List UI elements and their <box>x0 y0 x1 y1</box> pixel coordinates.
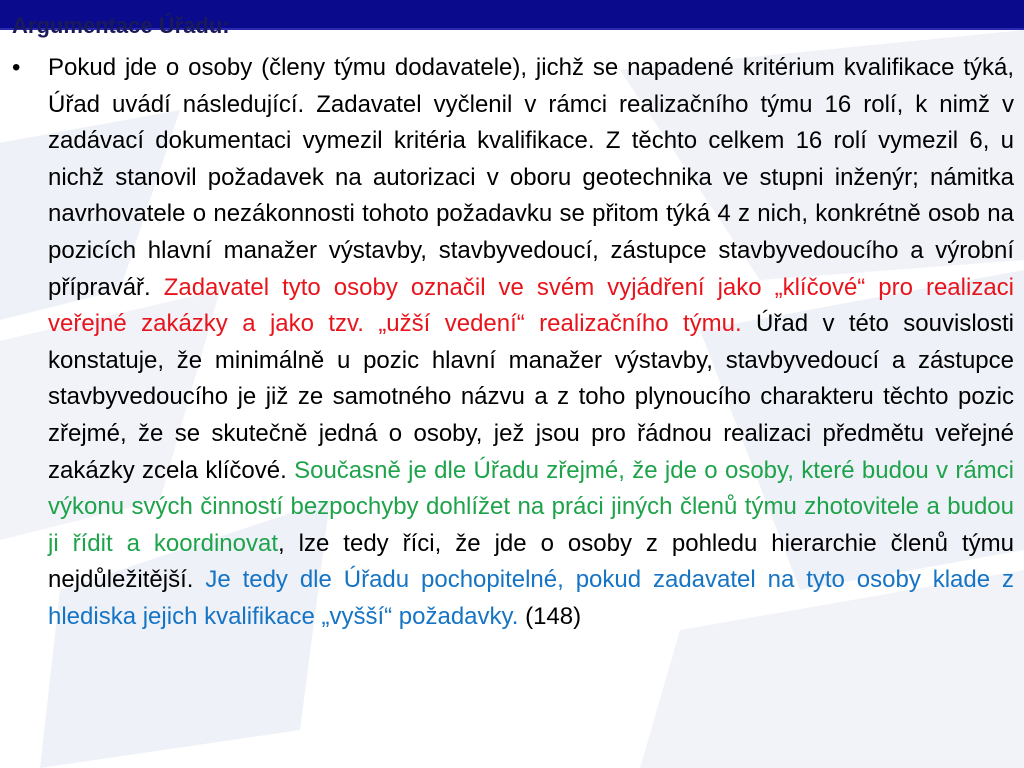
text-segment-office-statement: Úřad v této souvislosti konstatuje, že minimálně u pozic hlavní manažer výstavby, stavbyvedoucí a zástupce stavbyvedoucího je již ze samotného názvu a z toho plynoucího charakteru těchto pozic zřejmé, že se skutečně jedná o osoby, jež jsou pro řádnou realizaci předmětu veřejné zakázky zcela klíčové. <box>48 310 1014 484</box>
bullet-item <box>12 50 1014 636</box>
text-segment-green-highlight: Současně je dle Úřadu zřejmé, že jde o osoby, které budou v rámci výkonu svých činností bezpochyby dohlížet na práci jiných členů týmu zhotovitele a budou ji řídit a koordinovat <box>48 456 1014 557</box>
slide-content <box>12 50 1014 636</box>
slide-title: Argumentace Úřadu: <box>12 13 230 38</box>
text-segment-reference: (148) <box>518 602 582 630</box>
argument-paragraph <box>48 50 1014 636</box>
text-segment-hierarchy: , lze tedy říci, že jde o osoby z pohledu hierarchie členů týmu nejdůležitější. <box>48 529 1014 594</box>
text-segment-red-highlight: Zadavatel tyto osoby označil ve svém vyjádření jako „klíčové“ pro realizaci veřejné zakázky a jako tzv. „užší vedení“ realizačního týmu. <box>48 273 1014 338</box>
text-segment-blue-highlight: Je tedy dle Úřadu pochopitelné, pokud zadavatel na tyto osoby klade z hlediska jejich kvalifikace „vyšší“ požadavky. <box>48 566 1014 630</box>
text-segment-intro: Pokud jde o osoby (členy týmu dodavatele), jichž se napadené kritérium kvalifikace týká, Úřad uvádí následující. Zadavatel vyčlenil v rámci realizačního týmu 16 rolí, k nimž v zadávací dokumentaci vymezil kritéria kvalifikace. Z těchto celkem 16 rolí vymezil 6, u nichž stanovil požadavek na autorizaci v oboru geotechnika ve stupni inženýr; námitka navrhovatele o nezákonnosti tohoto požadavku se přitom týká 4 z nich, konkrétně osob na pozicích hlavní manažer výstavby, stavbyvedoucí, zástupce stavbyvedoucího a výrobní přípravář. <box>48 54 1014 301</box>
bullet-marker: • <box>12 54 21 81</box>
